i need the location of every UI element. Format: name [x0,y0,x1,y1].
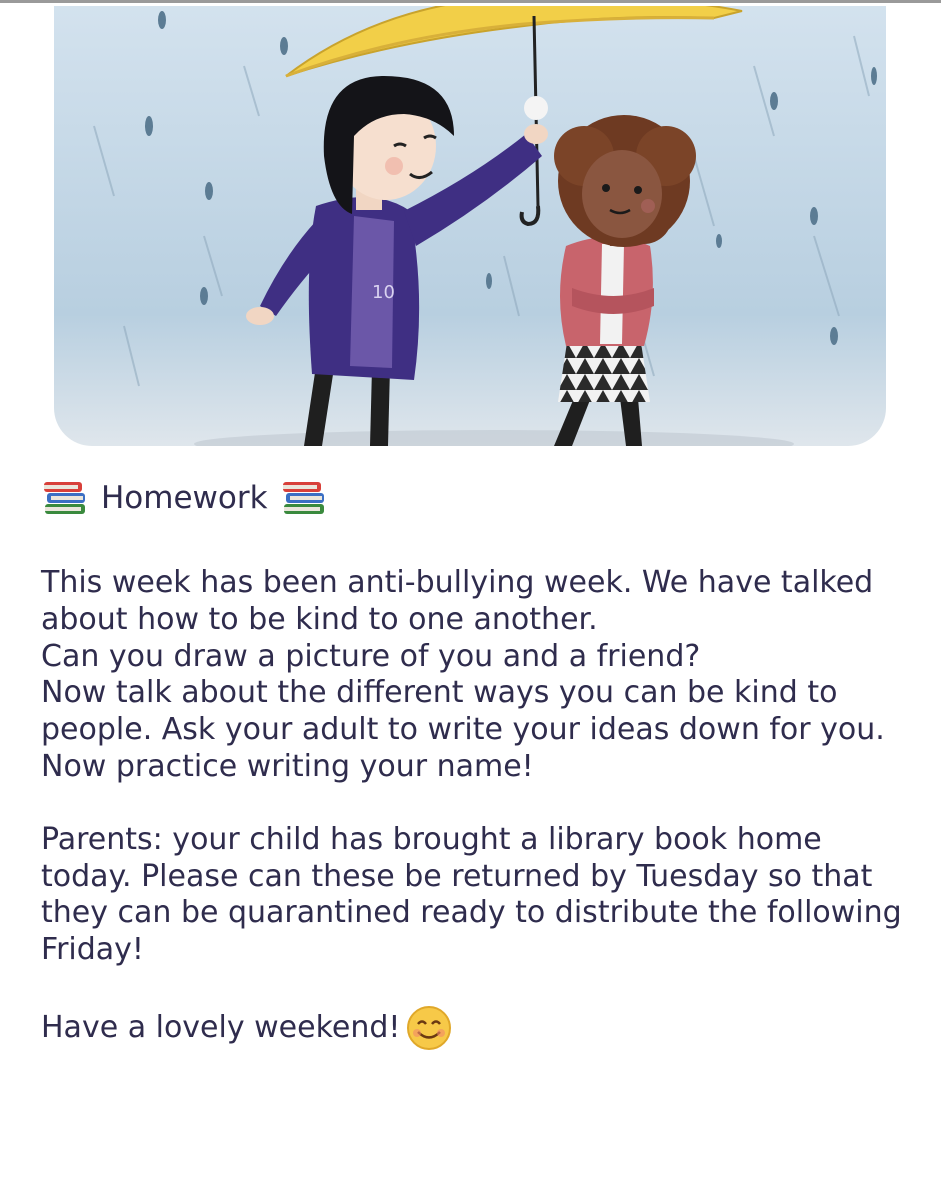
intro-paragraph: This week has been anti-bullying week. We have talked about how to be kind to one another. [41,565,874,637]
stack-of-books-icon [41,478,89,518]
shirt-number: 10 [372,282,395,303]
post-illustration [54,6,886,446]
task-talk-paragraph: Now talk about the different ways you can be kind to people. Ask your adult to write your ideas down for you. [41,675,885,748]
closing-text: Have a lovely weekend! [41,1009,401,1045]
smiling-face-icon [406,1005,452,1051]
top-border [0,0,941,3]
parents-paragraph: Parents: your child has brought a library book home today. Please can these be returned by Tuesday so that they can be quarantined ready to distribute the following Friday! [41,821,902,968]
task-name-paragraph: Now practice writing your name! [41,748,534,784]
heading-title: Homework [101,480,268,516]
stack-of-books-icon [280,478,328,518]
post-heading [41,470,921,526]
closing-line [41,1005,921,1051]
post-body [41,470,921,1051]
task-draw-paragraph: Can you draw a picture of you and a friend? [41,638,701,674]
